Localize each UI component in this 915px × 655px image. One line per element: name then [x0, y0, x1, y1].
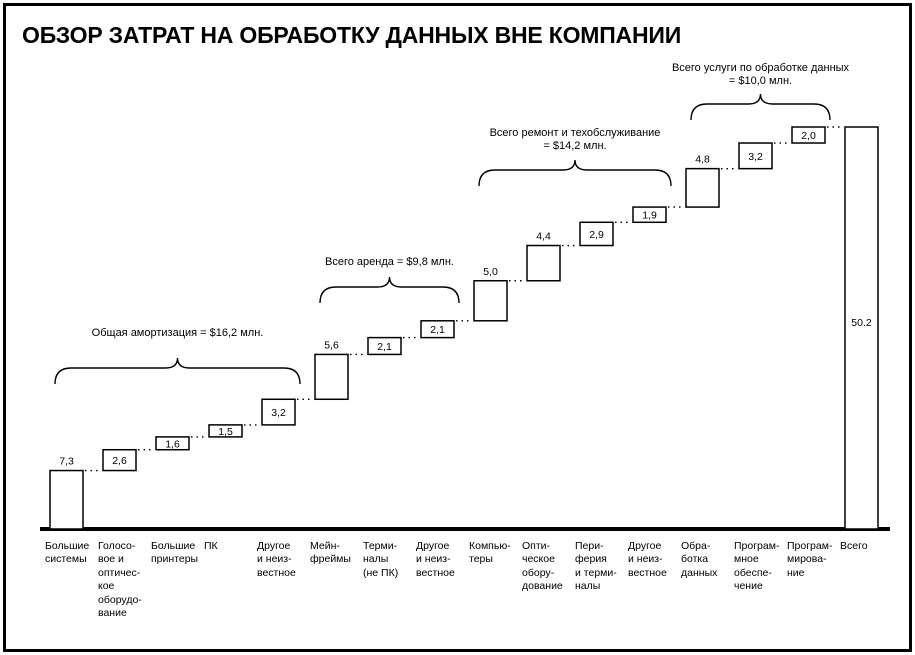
- group-label-2: Всего аренда = $9,8 млн.: [325, 256, 454, 268]
- x-tick-label-10: Опти- ческое обору- дование: [522, 540, 563, 593]
- value-label-5: 3,2: [271, 407, 286, 420]
- bar-13: [686, 169, 719, 207]
- x-tick-label-3: Большие принтеры: [151, 540, 199, 566]
- group-label-1: Общая амортизация = $16,2 млн.: [91, 327, 264, 339]
- bar-1: [50, 471, 83, 529]
- value-label-14: 3,2: [748, 150, 763, 163]
- value-label-3: 1,6: [165, 438, 180, 451]
- x-tick-label-1: Большие системы: [45, 540, 90, 566]
- value-label-2: 2,6: [112, 455, 127, 468]
- x-tick-label-9: Компью- теры: [469, 540, 511, 566]
- value-label-12: 1,9: [642, 209, 657, 222]
- x-tick-label-15: Програм- мирова- ние: [787, 540, 833, 579]
- value-label-15: 2,0: [801, 130, 816, 143]
- group-label-3: Всего ремонт и техобслуживание = $14,2 млн.: [489, 127, 661, 152]
- value-label-9: 5,0: [483, 265, 498, 278]
- value-label-13: 4,8: [695, 153, 710, 166]
- x-tick-label-2: Голосо- вое и оптичес- кое оборудо- вание: [98, 540, 142, 620]
- x-tick-label-16: Всего: [840, 540, 868, 552]
- group-brace-3: [479, 160, 671, 186]
- value-label-8: 2,1: [430, 324, 445, 337]
- value-label-11: 2,9: [589, 228, 604, 241]
- x-tick-label-5: Другое и неиз- вестное: [257, 540, 296, 579]
- x-tick-label-8: Другое и неиз- вестное: [416, 540, 455, 579]
- bar-6: [315, 354, 348, 399]
- x-tick-label-14: Програм- мное обеспе- чение: [734, 540, 780, 593]
- chart-title: ОБЗОР ЗАТРАТ НА ОБРАБОТКУ ДАННЫХ ВНЕ КОМПАНИИ: [22, 22, 682, 48]
- bar-10: [527, 246, 560, 281]
- value-label-10: 4,4: [536, 230, 551, 243]
- group-label-4: Всего услуги по обработке данных = $10,0 млн.: [671, 62, 850, 87]
- value-label-6: 5,6: [324, 339, 339, 352]
- group-brace-1: [55, 358, 300, 384]
- value-label-7: 2,1: [377, 341, 392, 354]
- x-tick-label-4: ПК: [204, 540, 218, 552]
- value-label-1: 7,3: [59, 455, 74, 468]
- value-label-4: 1,5: [218, 425, 233, 438]
- value-label-16: 50.2: [851, 316, 872, 329]
- group-brace-2: [320, 277, 459, 303]
- x-tick-label-11: Пери- ферия и терми- налы: [575, 540, 617, 593]
- group-brace-4: [691, 94, 830, 120]
- x-tick-label-7: Терми- налы (не ПК): [363, 540, 399, 579]
- bar-9: [474, 281, 507, 321]
- x-tick-label-13: Обра- ботка данных: [681, 540, 718, 579]
- x-tick-label-6: Мейн- фреймы: [310, 540, 351, 566]
- x-tick-label-12: Другое и неиз- вестное: [628, 540, 667, 579]
